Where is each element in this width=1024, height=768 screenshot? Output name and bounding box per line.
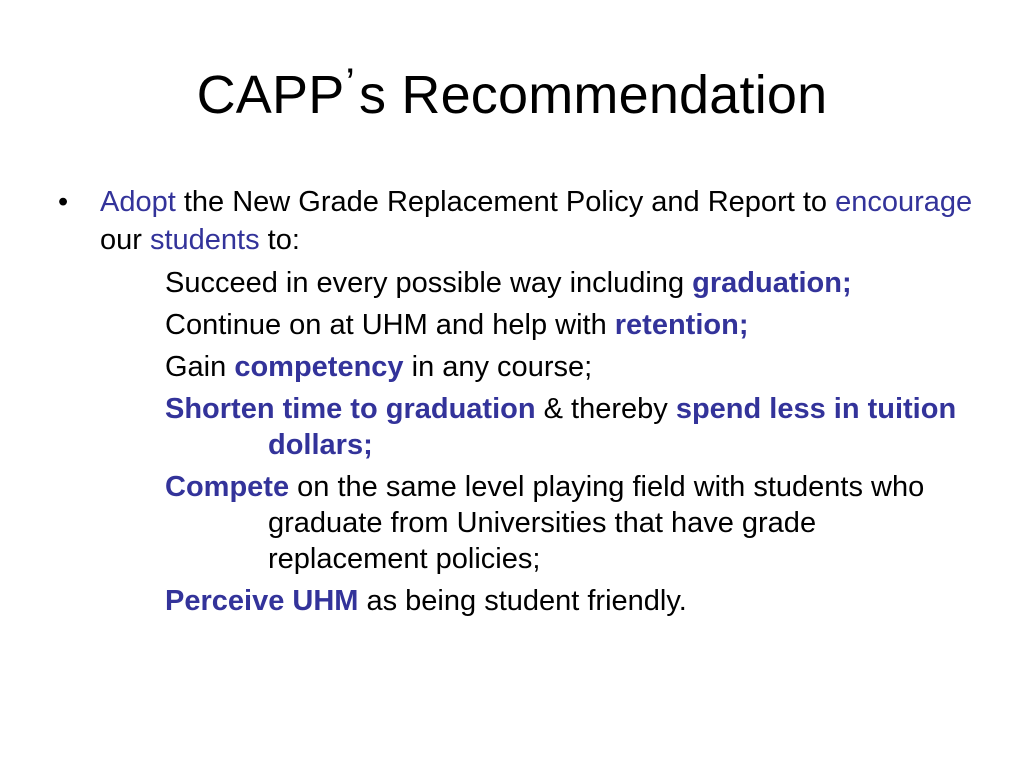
bullet-word-encourage: encourage	[835, 186, 973, 218]
sub-item-perceive-text: as being student friendly.	[358, 585, 687, 617]
title-apostrophe: ’	[345, 59, 355, 106]
sub-item-compete-text: on the same level playing field with students who graduate from Universities that have grade replacement policies;	[268, 471, 925, 575]
sub-item-succeed-text: Succeed in every possible way including	[165, 267, 693, 299]
sub-item-continue-text: Continue on at UHM and help with	[165, 309, 615, 341]
bullet-word-adopt: Adopt	[100, 186, 176, 218]
sub-item-shorten	[165, 391, 978, 463]
main-bullet	[58, 183, 978, 259]
bullet-word-students: students	[149, 224, 260, 256]
title-main: CAPP	[196, 65, 345, 125]
sub-item-continue	[165, 307, 978, 343]
sub-item-gain-text: Gain	[165, 351, 235, 383]
sub-item-succeed	[165, 265, 978, 301]
bullet-text-3: to:	[259, 224, 300, 256]
sub-item-shorten-bold-2: spend less in tuition dollars;	[268, 393, 957, 461]
sub-item-gain-bold: competency	[234, 351, 404, 383]
sub-item-perceive	[165, 583, 978, 619]
slide-title	[0, 59, 1024, 132]
sub-item-compete	[165, 469, 978, 577]
slide-content	[58, 183, 978, 619]
sub-item-compete-bold: Compete	[165, 471, 290, 503]
title-rest: s Recommendation	[358, 65, 828, 125]
sub-item-perceive-bold: Perceive UHM	[165, 585, 359, 617]
bullet-marker: •	[58, 186, 69, 218]
bullet-text-2: our	[100, 224, 150, 256]
bullet-text-1: the New Grade Replacement Policy and Report to	[175, 186, 836, 218]
sub-item-gain	[165, 349, 978, 385]
sub-item-shorten-bold: Shorten time to graduation	[165, 393, 536, 425]
sub-item-gain-text-2: in any course;	[403, 351, 593, 383]
sub-item-continue-bold: retention;	[614, 309, 749, 341]
sub-item-succeed-bold: graduation;	[692, 267, 852, 299]
sub-item-shorten-text: & thereby	[535, 393, 676, 425]
